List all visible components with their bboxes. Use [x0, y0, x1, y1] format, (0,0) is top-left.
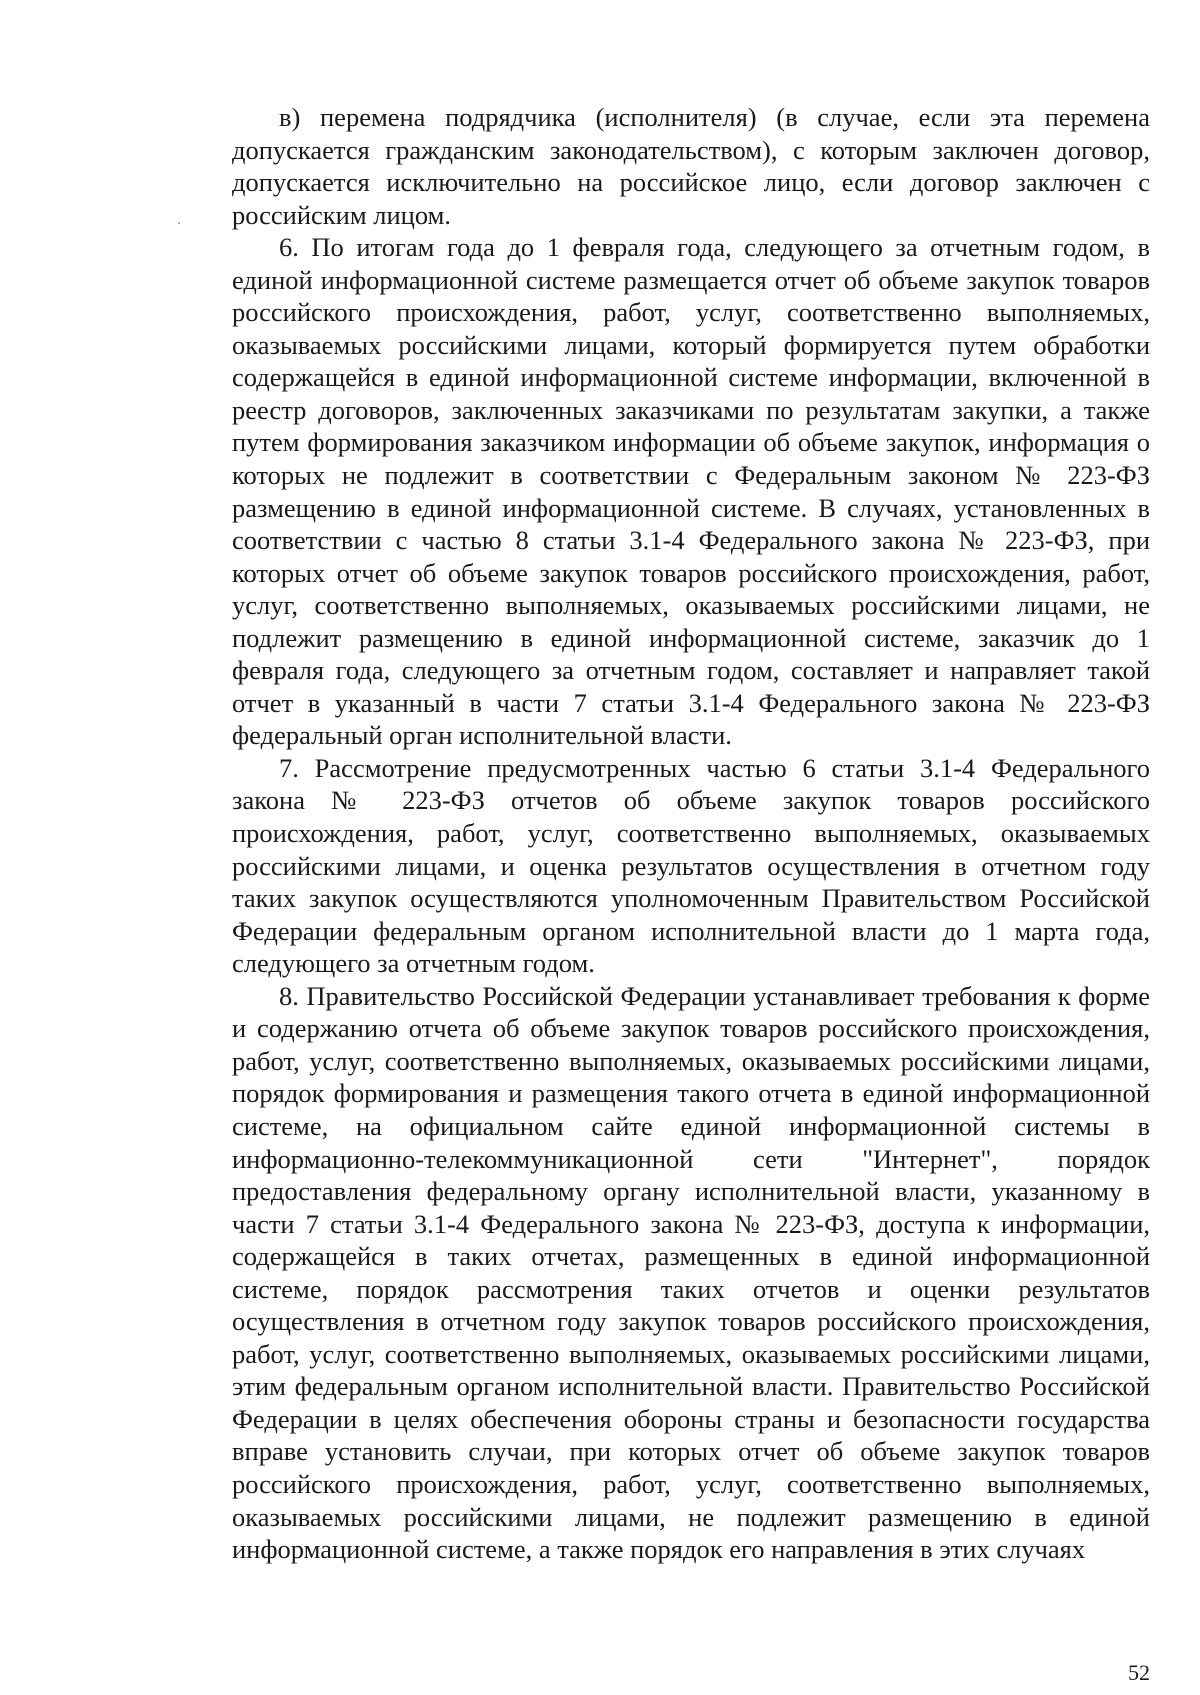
document-body — [232, 101, 1150, 1566]
paragraph-8: 8. Правительство Российской Федерации устанавливает требования к форме и содержанию отчета об объеме закупок товаров российского происхождения, работ, услуг, соответственно выполняемых, оказываемых российскими лицами, порядок формирования и размещения такого отчета в единой информационной системе, на официальном сайте единой информационной системы в информационно-телекоммуникационной сети "Интернет", порядок предоставления федеральному органу исполнительной власти, указанному в части 7 статьи 3.1-4 Федерального закона № 223-ФЗ, доступа к информации, содержащейся в таких отчетах, размещенных в единой информационной системе, порядок рассмотрения таких отчетов и оценки результатов осуществления в отчетном году закупок товаров российского происхождения, работ, услуг, соответственно выполняемых, оказываемых российскими лицами, этим федеральным органом исполнительной власти. Правительство Российской Федерации в целях обеспечения обороны страны и безопасности государства вправе установить случаи, при которых отчет об объеме закупок товаров российского происхождения, работ, услуг, соответственно выполняемых, оказываемых российскими лицами, не подлежит размещению в единой информационной системе, а также порядок его направления в этих случаях — [232, 980, 1150, 1565]
page-number: 52 — [1128, 1660, 1150, 1685]
paragraph-5v: в) перемена подрядчика (исполнителя) (в случае, если эта перемена допускается гражданским законодательством), с которым заключен договор, допускается исключительно на российское лицо, если договор заключен с российским лицом. — [232, 102, 1150, 230]
paragraph-7: 7. Рассмотрение предусмотренных частью 6 статьи 3.1-4 Федерального закона № 223-ФЗ отчетов об объеме закупок товаров российского происхождения, работ, услуг, соответственно выполняемых, оказываемых российскими лицами, и оценка результатов осуществления в отчетном году таких закупок осуществляются уполномоченным Правительством Российской Федерации федеральным органом исполнительной власти до 1 марта года, следующего за отчетным годом. — [232, 752, 1150, 979]
scan-artifact — [178, 222, 180, 224]
paragraph-6: 6. По итогам года до 1 февраля года, следующего за отчетным годом, в единой информационной системе размещается отчет об объеме закупок товаров российского происхождения, работ, услуг, соответственно выполняемых, оказываемых российскими лицами, который формируется путем обработки содержащейся в единой информационной системе информации, включенной в реестр договоров, заключенных заказчиками по результатам закупки, а также путем формирования заказчиком информации об объеме закупок, информация о которых не подлежит в соответствии с Федеральным законом № 223-ФЗ размещению в единой информационной системе. В случаях, установленных в соответствии с частью 8 статьи 3.1-4 Федерального закона № 223-ФЗ, при которых отчет об объеме закупок товаров российского происхождения, работ, услуг, соответственно выполняемых, оказываемых российскими лицами, не подлежит размещению в единой информационной системе, заказчик до 1 февраля года, следующего за отчетным годом, составляет и направляет такой отчет в указанный в части 7 статьи 3.1-4 Федерального закона № 223-ФЗ федеральный орган исполнительной власти. — [232, 232, 1150, 751]
